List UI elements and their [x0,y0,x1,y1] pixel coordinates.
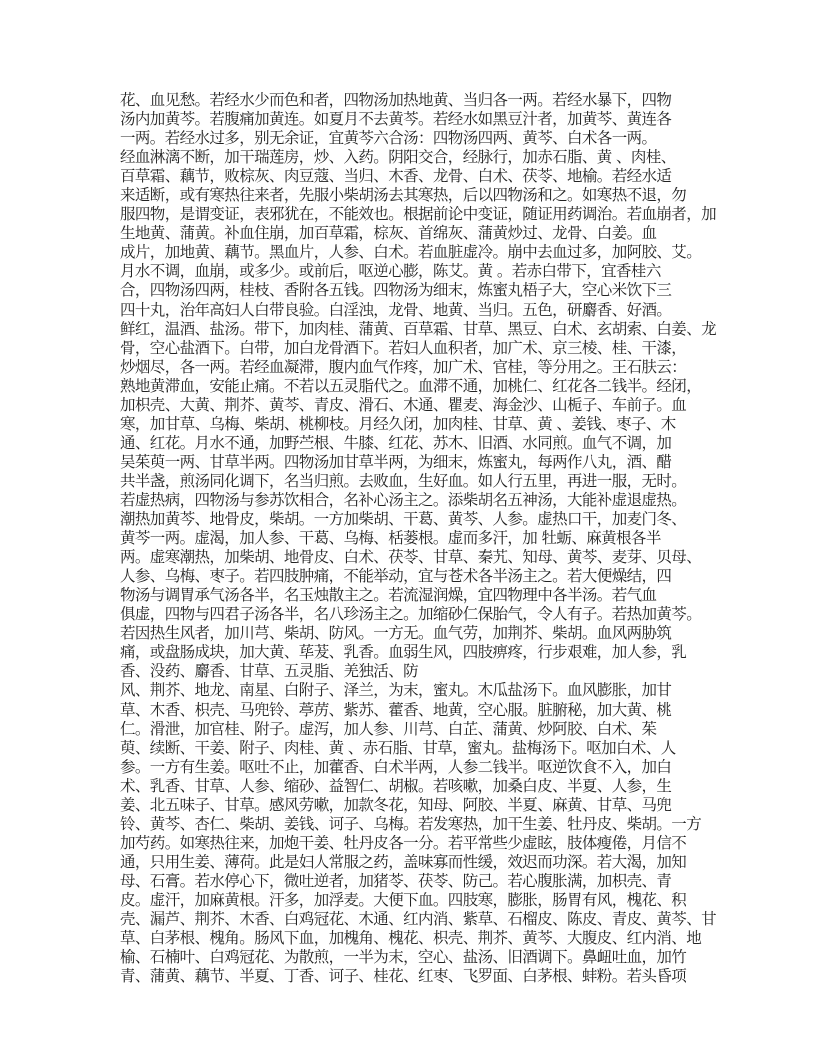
text-line: 通，只用生姜、薄荷。此是妇人常服之药，盖味寡而性缓，效迟而功深。若大渴，加知 [120,852,687,871]
text-line: 仁。滑泄，加官桂、附子。虚泻，加人参、川芎、白芷、蒲黄、炒阿胶、白术、茱 [120,719,657,738]
text-line: 合，四物汤四两，桂枝、香附各五钱。四物汤为细末，炼蜜丸梧子大，空心米饮下三 [120,281,672,300]
text-line: 草、白茅根、槐角。肠风下血，加槐角、槐花、枳壳、荆芥、黄芩、大腹皮、红内消、地 [120,929,702,948]
text-line: 经血淋漓不断，加干瑞莲房，炒、入药。阴阳交合，经脉行，加赤石脂、黄 、肉桂、 [120,148,676,167]
text-line: 吴茱萸一两、甘草半两。四物汤加甘草半两，为细末，炼蜜丸，每两作八丸，酒、醋 [120,452,672,471]
text-line: 参。一方有生姜。呕吐不止，加藿香、白术半两，人参二钱半。呕逆饮食不入，加白 [120,757,672,776]
text-line: 炒烟尽，各一两。若经血凝滞，腹内血气作疼，加广术、官桂，等分用之。王石肤云： [120,357,687,376]
text-line: 加芍药。如寒热往来，加炮干姜、牡丹皮各一分。若平常些少虚眩，肢体瘦倦，月信不 [120,833,687,852]
text-line: 榆、石楠叶、白鸡冠花、为散煎，一半为末，空心、盐汤、旧酒调下。鼻衄吐血，加竹 [120,948,687,967]
text-line: 通、红花。月水不通，加野苎根、牛膝、红花、苏木、旧酒、水同煎。血气不调，加 [120,433,672,452]
text-line: 熟地黄滞血，安能止痛。不若以五灵脂代之。血滞不通，加桃仁、红花各二钱半。经闭， [120,376,702,395]
text-line: 痛，或盘肠成块，加大黄、荜茇、乳香。血弱生风，四肢痹疼，行步艰难，加人参，乳 [120,643,687,662]
text-line: 服四物，是谓变证，表邪犹在，不能效也。根据前论中变证，随证用药调治。若血崩者，加 [120,205,717,224]
text-line: 物汤与调胃承气汤各半，名玉烛散主之。若流湿润燥，宜四物理中各半汤。若气血 [120,586,657,605]
text-line: 潮热加黄芩、地骨皮，柴胡。一方加柴胡、干葛、黄芩、人参。虚热口干，加麦门冬、 [120,510,687,529]
text-line: 加枳壳、大黄、荆芥、黄芩、青皮、滑石、木通、瞿麦、海金沙、山栀子、车前子。血 [120,395,687,414]
text-line: 月水不调，血崩，或多少。或前后，呕逆心膨，陈艾。黄 。若赤白带下，宜香桂六 [120,262,661,281]
text-line: 黄芩一两。虚渴，加人参、干葛、乌梅、栝蒌根。虚而多汗，加 牡蛎、麻黄根各半 [120,529,661,548]
text-line: 一两。若经水过多，别无余证，宜黄芩六合汤：四物汤四两、黄芩、白术各一两。 [120,129,657,148]
text-line: 壳、漏芦、荆芥、木香、白鸡冠花、木通、红内消、紫草、石榴皮、陈皮、青皮、黄芩、甘 [120,910,717,929]
text-line: 鲜红，温酒、盐汤。带下，加肉桂、蒲黄、百草霜、甘草、黑豆、白术、玄胡索、白姜、龙 [120,319,717,338]
text-line: 共半盏，煎汤同化调下，名当归煎。去败血，生好血。如人行五里，再进一服，无时。 [120,471,687,490]
text-line: 寒，加甘草、乌梅、柴胡、桃柳枝。月经久闭，加肉桂、甘草、黄 、姜钱、枣子、木 [120,414,676,433]
text-line: 百草霜、藕节，败棕灰、肉豆蔻、当归、木香、龙骨、白术、茯苓、地榆。若经水适 [120,167,672,186]
text-line: 姜、北五味子、甘草。感风劳嗽，加款冬花，知母、阿胶、半夏、麻黄、甘草、马兜 [120,795,672,814]
text-line: 萸、续断、干姜、附子、肉桂、黄 、赤石脂、甘草，蜜丸。盐梅汤下。呕加白术、人 [120,738,676,757]
text-line: 骨，空心盐酒下。白带，加白龙骨酒下。若妇人血积者，加广术、京三棱、桂、干漆， [120,338,687,357]
document-page [120,91,740,986]
text-line: 若虚热病，四物汤与参苏饮相合，名补心汤主之。添柴胡名五神汤，大能补虚退虚热。 [120,490,687,509]
text-line: 铃、黄芩、杏仁、柴胡、姜钱、诃子、乌梅。若发寒热，加干生姜、牡丹皮、柴胡。一方 [120,814,702,833]
text-line: 香、没药、麝香、甘草、五灵脂、羌独活、防 [120,662,419,681]
text-line: 汤内加黄芩。若腹痛加黄连。如夏月不去黄芩。若经水如黑豆汁者，加黄芩、黄连各 [120,110,672,129]
text-line: 成片，加地黄、藕节。黑血片，人参、白术。若血脏虚冷。崩中去血过多，加阿胶、艾。 [120,243,702,262]
text-line: 人参、乌梅、枣子。若四肢肿痛，不能举动，宜与苍术各半汤主之。若大便燥结，四 [120,567,672,586]
text-line: 俱虚，四物与四君子汤各半，名八珍汤主之。加缩砂仁保胎气，令人有子。若热加黄芩。 [120,605,702,624]
text-line: 若因热生风者，加川芎、柴胡、防风。一方无。血气劳，加荆芥、柴胡。血风两胁筑 [120,624,672,643]
text-line: 母、石膏。若水停心下，微吐逆者，加猪苓、茯苓、防己。若心腹胀满，加枳壳、青 [120,871,672,890]
text-line: 花、血见愁。若经水少而色和者，四物汤加热地黄、当归各一两。若经水暴下，四物 [120,91,672,109]
text-line: 四十丸，治年高妇人白带良验。白淫浊，龙骨、地黄、当归。五色，研麝香、好酒。 [120,300,672,319]
text-line: 草、木香、枳壳、马兜铃、葶苈、紫苏、藿香、地黄，空心服。脏腑秘，加大黄、桃 [120,700,672,719]
text-line: 两。虚寒潮热，加柴胡、地骨皮、白术、茯苓、甘草、秦艽、知母、黄芩、麦芽、贝母、 [120,548,702,567]
text-line: 来适断，或有寒热往来者，先服小柴胡汤去其寒热，后以四物汤和之。如寒热不退，勿 [120,186,687,205]
text-line: 风、荆芥、地龙、南星、白附子、泽兰，为末，蜜丸。木瓜盐汤下。血风膨胀，加甘 [120,681,672,700]
text-line: 青、蒲黄、藕节、半夏、丁香、诃子、桂花、红枣、飞罗面、白茅根、蚌粉。若头昏项 [120,967,687,986]
text-line: 皮。虚汗，加麻黄根。汗多，加浮麦。大便下血。四肢寒，膨胀，肠胃有风，槐花、积 [120,890,687,909]
text-line: 生地黄、蒲黄。补血住崩，加百草霜，棕灰、首绵灰、蒲黄炒过、龙骨、白姜。血 [120,224,657,243]
text-line: 术、乳香、甘草、人参、缩砂、益智仁、胡椒。若咳嗽，加桑白皮、半夏、人参，生 [120,776,672,795]
